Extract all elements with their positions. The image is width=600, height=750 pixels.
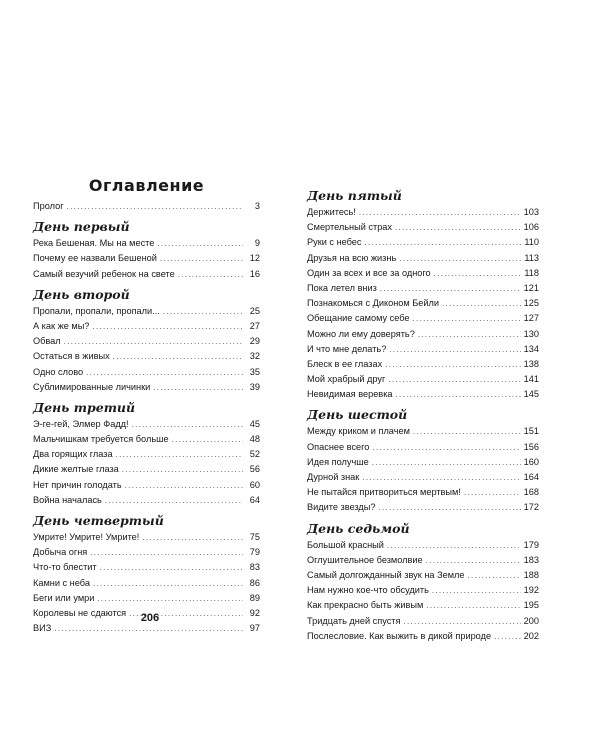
entry-page-number: 151 — [523, 426, 539, 437]
toc-entry — [33, 462, 260, 477]
dot-leader — [418, 327, 521, 342]
entry-title: Не пытайся притвориться мертвым! — [307, 487, 461, 498]
entry-page-number: 103 — [523, 207, 539, 217]
entry-title: Что-то блестит — [33, 562, 97, 573]
entry-page-number: 9 — [254, 238, 260, 249]
toc-entry — [33, 349, 260, 364]
toc-entry — [307, 220, 539, 235]
entry-title: Мой храбрый друг — [307, 374, 386, 385]
toc-entry — [33, 591, 260, 606]
entry-title: Невидимая веревка — [307, 389, 393, 400]
entry-title: Камни с неба — [33, 577, 90, 588]
dot-leader — [403, 614, 520, 629]
entry-page-number: 118 — [524, 267, 539, 278]
toc-entry — [33, 530, 260, 545]
entry-page-number: 164 — [523, 472, 539, 482]
entry-title: Пролог — [33, 201, 64, 211]
toc-entry — [307, 629, 539, 644]
dot-leader — [116, 447, 243, 462]
entry-page-number: 52 — [249, 449, 260, 460]
entry-page-number: 29 — [249, 336, 260, 347]
entry-title: Королевы не сдаются — [33, 607, 127, 618]
entry-title: Нет причин голодать — [33, 479, 122, 490]
dot-leader — [426, 553, 521, 568]
dot-leader — [380, 281, 521, 296]
dot-leader — [105, 493, 243, 508]
dot-leader — [160, 251, 243, 266]
toc-entry — [33, 236, 260, 251]
toc-entry — [33, 493, 260, 508]
entry-title: Один за всех и все за одного — [307, 267, 431, 278]
dot-leader — [122, 462, 243, 477]
entry-title: Остаться в живых — [33, 351, 110, 362]
entry-title: Пропали, пропали, пропали... — [33, 305, 160, 316]
entry-page-number: 168 — [523, 487, 539, 498]
toc-entry — [33, 447, 260, 462]
dot-leader — [432, 583, 521, 598]
toc-entry — [307, 311, 539, 326]
entry-title: Оглушительное безмолвие — [307, 554, 423, 565]
toc-entry — [307, 266, 539, 281]
dot-leader — [379, 500, 521, 515]
entry-page-number: 113 — [524, 252, 539, 263]
entry-page-number: 97 — [249, 623, 260, 634]
toc-entry — [307, 251, 539, 266]
dot-leader — [178, 267, 243, 282]
entry-title: Мальчишкам требуется больше — [33, 434, 169, 445]
entry-page-number: 64 — [249, 494, 260, 505]
entry-page-number: 160 — [523, 456, 539, 467]
entry-title: Опаснее всего — [307, 441, 370, 452]
toc-left-column — [33, 175, 260, 636]
entry-page-number: 134 — [523, 343, 539, 354]
entry-page-number: 86 — [249, 577, 260, 588]
toc-entry — [307, 205, 539, 220]
dot-leader — [100, 560, 243, 575]
dot-leader — [97, 591, 243, 606]
entry-page-number: 12 — [249, 253, 260, 264]
dot-leader — [92, 319, 243, 334]
dot-leader — [90, 545, 243, 560]
entry-title: Два горящих глаза — [33, 449, 113, 460]
entry-page-number: 48 — [249, 434, 260, 445]
dot-leader — [494, 629, 521, 644]
entry-page-number: 130 — [523, 328, 539, 339]
dot-leader — [157, 236, 243, 251]
entry-page-number: 138 — [523, 358, 539, 369]
toc-entry — [307, 342, 539, 357]
dot-leader — [387, 538, 521, 553]
toc-entry — [33, 417, 260, 432]
dot-leader — [64, 334, 243, 349]
entry-title: Дурной знак — [307, 472, 360, 482]
dot-leader — [359, 205, 521, 220]
entry-title: Тридцать дней спустя — [307, 615, 401, 626]
entry-title: Послесловие. Как выжить в дикой природе — [307, 630, 492, 641]
dot-leader — [395, 220, 521, 235]
dot-leader — [125, 478, 243, 493]
entry-page-number: 3 — [254, 201, 260, 211]
toc-entry — [307, 485, 539, 500]
entry-title: Почему ее назвали Бешеной — [33, 253, 157, 264]
entry-page-number: 192 — [523, 585, 539, 596]
entry-page-number: 195 — [523, 600, 539, 611]
entry-page-number: 39 — [249, 381, 260, 392]
entry-title: Сублимированные личинки — [33, 381, 151, 392]
entry-title: Умрите! Умрите! Умрите! — [33, 532, 140, 542]
dot-leader — [372, 455, 521, 470]
dot-leader — [442, 296, 521, 311]
day-heading: День третий — [33, 399, 136, 415]
entry-title: Нам нужно кое-что обсудить — [307, 585, 429, 596]
dot-leader — [163, 304, 243, 319]
entry-title: Беги или умри — [33, 592, 95, 603]
entry-page-number: 172 — [523, 502, 539, 513]
toc-entry — [33, 545, 260, 560]
entry-title: Дикие желтые глаза — [33, 464, 119, 475]
dot-leader — [372, 440, 520, 455]
toc-entry — [307, 281, 539, 296]
toc-entry — [307, 598, 539, 613]
dot-leader — [389, 342, 520, 357]
entry-page-number: 179 — [523, 539, 539, 550]
entry-page-number: 156 — [523, 441, 539, 452]
entry-page-number: 89 — [249, 592, 260, 603]
toc-entry — [307, 296, 539, 311]
dot-leader — [434, 266, 522, 281]
toc-entry — [33, 478, 260, 493]
entry-title: Война началась — [33, 494, 102, 505]
toc-entry — [33, 304, 260, 319]
dot-leader — [153, 380, 243, 395]
toc-entry — [33, 199, 260, 214]
day-heading: День четвертый — [33, 513, 164, 528]
dot-leader — [385, 357, 520, 372]
entry-page-number: 183 — [523, 554, 539, 565]
entry-page-number: 75 — [249, 532, 260, 542]
entry-title: И что мне делать? — [307, 343, 387, 354]
dot-leader — [399, 251, 521, 266]
entry-title: А как же мы? — [33, 320, 90, 331]
entry-title: Пока летел вниз — [307, 282, 377, 293]
entry-page-number: 56 — [249, 464, 260, 475]
dot-leader — [413, 424, 521, 439]
day-heading: День шестой — [307, 407, 408, 423]
dot-leader — [67, 199, 243, 214]
day-heading: День седьмой — [307, 520, 410, 536]
dot-leader — [362, 470, 520, 485]
entry-page-number: 60 — [249, 479, 260, 490]
entry-title: Блеск в ее глазах — [307, 358, 383, 369]
entry-title: Смертельный страх — [307, 222, 393, 233]
entry-title: Видите звезды? — [307, 502, 376, 513]
entry-title: Познакомься с Диконом Бейли — [307, 298, 440, 309]
toc-entry — [307, 455, 539, 470]
entry-page-number: 202 — [523, 630, 539, 641]
toc-entry — [307, 357, 539, 372]
toc-entry — [307, 470, 539, 485]
entry-page-number: 110 — [524, 237, 539, 248]
entry-title: Большой красный — [307, 539, 384, 550]
dot-leader — [93, 576, 243, 591]
dot-leader — [172, 432, 243, 447]
toc-entry — [307, 583, 539, 598]
day-heading: День второй — [33, 286, 130, 302]
toc-entry — [307, 500, 539, 515]
entry-page-number: 45 — [249, 418, 260, 429]
entry-page-number: 121 — [523, 282, 539, 293]
dot-leader — [113, 349, 243, 364]
entry-title: Добыча огня — [33, 547, 88, 558]
entry-title: Как прекрасно быть живым — [307, 600, 424, 611]
page-number: 206 — [140, 612, 160, 624]
toc-entry — [307, 614, 539, 629]
entry-page-number: 145 — [523, 389, 539, 400]
entry-title: Э-ге-гей, Элмер Фадд! — [33, 418, 129, 429]
toc-entry — [33, 267, 260, 282]
toc-entry — [307, 424, 539, 439]
dot-leader — [365, 235, 522, 250]
entry-title: Руки с небес — [307, 237, 362, 248]
toc-entry — [33, 365, 260, 380]
toc-entry — [33, 380, 260, 395]
entry-page-number: 92 — [249, 607, 260, 618]
entry-title: Одно слово — [33, 366, 84, 377]
entry-page-number: 25 — [249, 305, 260, 316]
day-heading: День первый — [33, 219, 130, 235]
entry-title: Обещание самому себе — [307, 313, 410, 324]
toc-entry — [307, 538, 539, 553]
dot-leader — [468, 568, 521, 583]
entry-title: Самый везучий ребенок на свете — [33, 268, 175, 279]
entry-title: ВИЗ — [33, 623, 52, 634]
entry-page-number: 200 — [523, 615, 539, 626]
entry-page-number: 127 — [523, 313, 539, 324]
entry-page-number: 125 — [523, 298, 539, 309]
toc-entry — [33, 576, 260, 591]
toc-entry — [307, 553, 539, 568]
toc-entry — [307, 235, 539, 250]
dot-leader — [413, 311, 521, 326]
entry-page-number: 79 — [249, 547, 260, 558]
toc-entry — [33, 560, 260, 575]
entry-page-number: 27 — [249, 320, 260, 331]
entry-page-number: 106 — [523, 222, 539, 233]
entry-title: Держитесь! — [307, 207, 356, 217]
toc-title: Оглавление — [88, 176, 205, 195]
entry-title: Река Бешеная. Мы на месте — [33, 238, 155, 249]
dot-leader — [388, 372, 520, 387]
toc-right-column — [307, 183, 539, 644]
entry-page-number: 16 — [249, 268, 260, 279]
dot-leader — [464, 485, 521, 500]
toc-entry — [307, 372, 539, 387]
toc-entry — [33, 319, 260, 334]
entry-page-number: 35 — [249, 366, 260, 377]
toc-entry — [33, 334, 260, 349]
entry-title: Можно ли ему доверять? — [307, 328, 415, 339]
toc-entry — [307, 440, 539, 455]
dot-leader — [426, 598, 520, 613]
dot-leader — [132, 417, 243, 432]
entry-page-number: 141 — [523, 374, 539, 385]
entry-title: Друзья на всю жизнь — [307, 252, 397, 263]
dot-leader — [142, 530, 243, 545]
entry-page-number: 83 — [249, 562, 260, 573]
day-heading: День пятый — [307, 188, 402, 203]
entry-page-number: 32 — [249, 351, 260, 362]
entry-page-number: 188 — [523, 569, 539, 580]
toc-entry — [33, 432, 260, 447]
toc-entry — [307, 568, 539, 583]
entry-title: Между криком и плачем — [307, 426, 410, 437]
toc-entry — [307, 327, 539, 342]
toc-entry — [33, 251, 260, 266]
entry-title: Идея получше — [307, 456, 369, 467]
entry-title: Обвал — [33, 336, 61, 347]
entry-title: Самый долгожданный звук на Земле — [307, 569, 465, 580]
dot-leader — [86, 365, 243, 380]
toc-entry — [307, 387, 539, 402]
dot-leader — [396, 387, 521, 402]
